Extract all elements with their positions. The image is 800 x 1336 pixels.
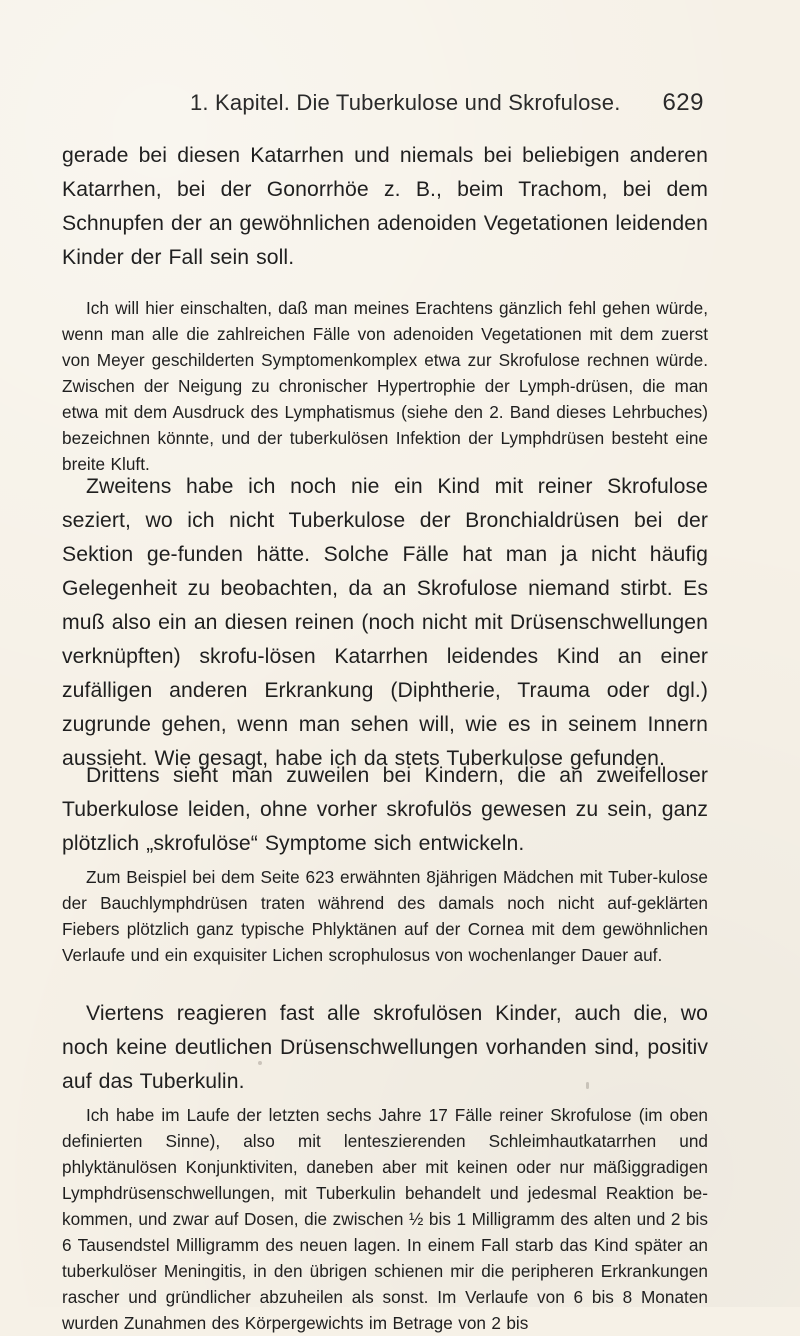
page-number: 629 — [662, 89, 704, 116]
paragraph-4: Drittens sieht man zuweilen bei Kindern, die an zweifelloser Tuberkulose leiden, ohne vorher skrofulös gewesen zu sein, ganz plötzlich „skrofulöse“ Symptome sich entwickeln. — [62, 764, 708, 856]
paragraph-2: Ich will hier einschalten, daß man meines Erachtens gänzlich fehl gehen würde, wenn man alle die zahlreichen Fälle von adenoiden Vegetationen mit dem zuerst von Meyer geschilderten Symptomenkomplex etwa zur Skrofulose rechnen würde. Zwischen der Neigung zu chronischer Hypertrophie der Lymph-drüsen, die man etwa mit dem Ausdruck des Lymphatismus (siehe den 2. Band dieses Lehrbuches) bezeichnen könnte, und der tuberkulösen Infektion der Lymphdrüsen besteht eine breite Kluft. — [62, 298, 708, 475]
running-head: 1. Kapitel. Die Tuberkulose und Skrofulose. — [190, 90, 621, 115]
paragraph-3: Zweitens habe ich noch nie ein Kind mit reiner Skrofulose seziert, wo ich nicht Tuberkulose der Bronchialdrüsen bei der Sektion ge-funden hätte. Solche Fälle hat man ja nicht häufig Gelegenheit zu beobachten, da an Skrofulose niemand stirbt. Es muß also ein an diesen reinen (noch nicht mit Drüsenschwellungen verknüpften) skrofu-lösen Katarrhen leidendes Kind an einer zufälligen anderen Erkrankung (Diphtherie, Trauma oder dgl.) zugrunde gehen, wenn man sehen will, wie es in seinem Innern aussieht. Wie gesagt, habe ich da stets Tuberkulose gefunden. — [62, 475, 708, 771]
paragraph-6: Viertens reagieren fast alle skrofulösen Kinder, auch die, wo noch keine deutlichen Drüsenschwellungen vorhanden sind, positiv auf das Tuberkulin. — [62, 1002, 708, 1094]
paragraph-7: Ich habe im Laufe der letzten sechs Jahre 17 Fälle reiner Skrofulose (im oben definierten Sinne), also mit lenteszierenden Schleimhautkatarrhen und phlyktänulösen Konjunktiviten, daneben aber mit keinen oder nur mäßiggradigen Lymphdrüsenschwellungen, mit Tuberkulin behandelt und jedesmal Reaktion be-kommen, und zwar auf Dosen, die zwischen ½ bis 1 Milligramm des alten und 2 bis 6 Tausendstel Milligramm des neuen lagen. In einem Fall starb das Kind später an tuberkulöser Meningitis, in den übrigen schienen mir die peripheren Erkrankungen rascher und gründlicher abzuheilen als sonst. Im Verlaufe von 6 bis 8 Monaten wurden Zunahmen des Körpergewichts im Betrage von 2 bis — [62, 1105, 708, 1334]
paragraph-5: Zum Beispiel bei dem Seite 623 erwähnten 8jährigen Mädchen mit Tuber-kulose der Bauchlymphdrüsen traten während des damals noch nicht auf-geklärten Fiebers plötzlich ganz typische Phlyktänen auf der Cornea mit dem gewöhnlichen Verlaufe und ein exquisiter Lichen scrophulosus von wochenlanger Dauer auf. — [62, 867, 708, 966]
paper-speck — [258, 1061, 262, 1065]
paragraph-1: gerade bei diesen Katarrhen und niemals bei beliebigen anderen Katarrhen, bei der Gonorrhöe z. B., beim Trachom, bei dem Schnupfen der an gewöhnlichen adenoiden Vegetationen leidenden Kinder der Fall sein soll. — [62, 144, 708, 270]
paper-speck — [586, 1082, 589, 1089]
page-header — [190, 86, 704, 120]
